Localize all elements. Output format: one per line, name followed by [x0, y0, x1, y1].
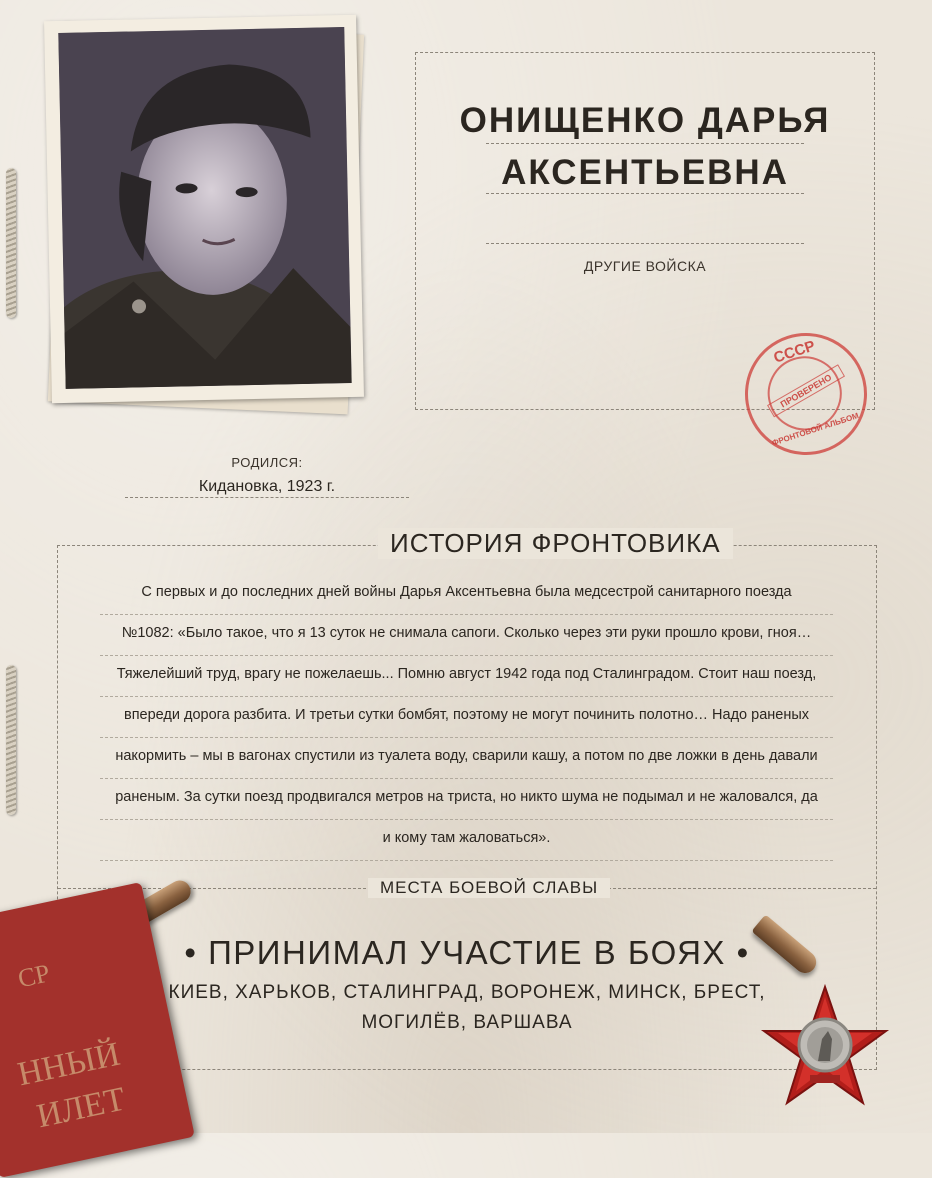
- booklet-text-2: ННЫЙ: [14, 1035, 124, 1094]
- history-text: [100, 574, 833, 861]
- binder-string-top: [6, 168, 16, 318]
- history-line: и кому там жаловаться».: [100, 820, 833, 861]
- troops-label: ДРУГИЕ ВОЙСКА: [583, 258, 707, 274]
- stamp-center-text: ПРОВЕРЕНО: [767, 364, 845, 417]
- birth-value: Кидановка, 1923 г.: [125, 478, 409, 498]
- person-name-line1: ОНИЩЕНКО ДАРЬЯ: [459, 101, 831, 140]
- name-underline-1: [486, 143, 804, 144]
- battle-places-title: МЕСТА БОЕВОЙ СЛАВЫ: [368, 878, 610, 898]
- photo-frame: [44, 15, 364, 403]
- history-line: С первых и до последних дней войны Дарья Аксентьевна была медсестрой санитарного поезда: [100, 574, 833, 615]
- portrait-photo: [58, 27, 351, 389]
- history-line: впереди дорога разбита. И третьи сутки бомбят, поэтому не могут починить полотно… Надо раненых: [100, 697, 833, 738]
- stamp-top-text: СССР: [771, 337, 818, 367]
- red-star-medal-icon: [760, 983, 890, 1113]
- stamp-ring-text: ФРОНТОВОЙ АЛЬБОМ: [770, 411, 860, 448]
- portrait-photo-card: [46, 18, 376, 410]
- history-line: раненым. За сутки поезд продвигался метров на триста, но никто шума не подымал и не жаловался, да: [100, 779, 833, 820]
- history-line: Тяжелейший труд, врагу не пожелаешь... Помню август 1942 года под Сталинградом. Стоит наш поезд,: [100, 656, 833, 697]
- history-line: №1082: «Было такое, что я 13 суток не снимала сапоги. Сколько через эти руки прошло крови, гноя…: [100, 615, 833, 656]
- name-underline-2: [486, 193, 804, 194]
- troops-overline: [486, 243, 804, 244]
- portrait-illustration: [58, 27, 351, 389]
- battle-cities: КИЕВ, ХАРЬКОВ, СТАЛИНГРАД, ВОРОНЕЖ, МИНСК, БРЕСТ, МОГИЛЁВ, ВАРШАВА: [168, 982, 766, 1033]
- battles-heading: • ПРИНИМАЛ УЧАСТИЕ В БОЯХ •: [184, 934, 750, 971]
- history-section: [57, 528, 877, 1070]
- binder-string-bottom: [6, 665, 16, 815]
- birth-label: РОДИЛСЯ:: [231, 455, 303, 470]
- history-line: накормить – мы в вагонах спустили из туалета воду, сварили кашу, а потом по две ложки в день давали: [100, 738, 833, 779]
- history-title: ИСТОРИЯ ФРОНТОВИКА: [378, 528, 733, 559]
- booklet-text-1: СР: [15, 958, 53, 994]
- booklet-text-3: ИЛЕТ: [33, 1080, 129, 1136]
- person-name-line2: АКСЕНТЬЕВНА: [501, 153, 789, 192]
